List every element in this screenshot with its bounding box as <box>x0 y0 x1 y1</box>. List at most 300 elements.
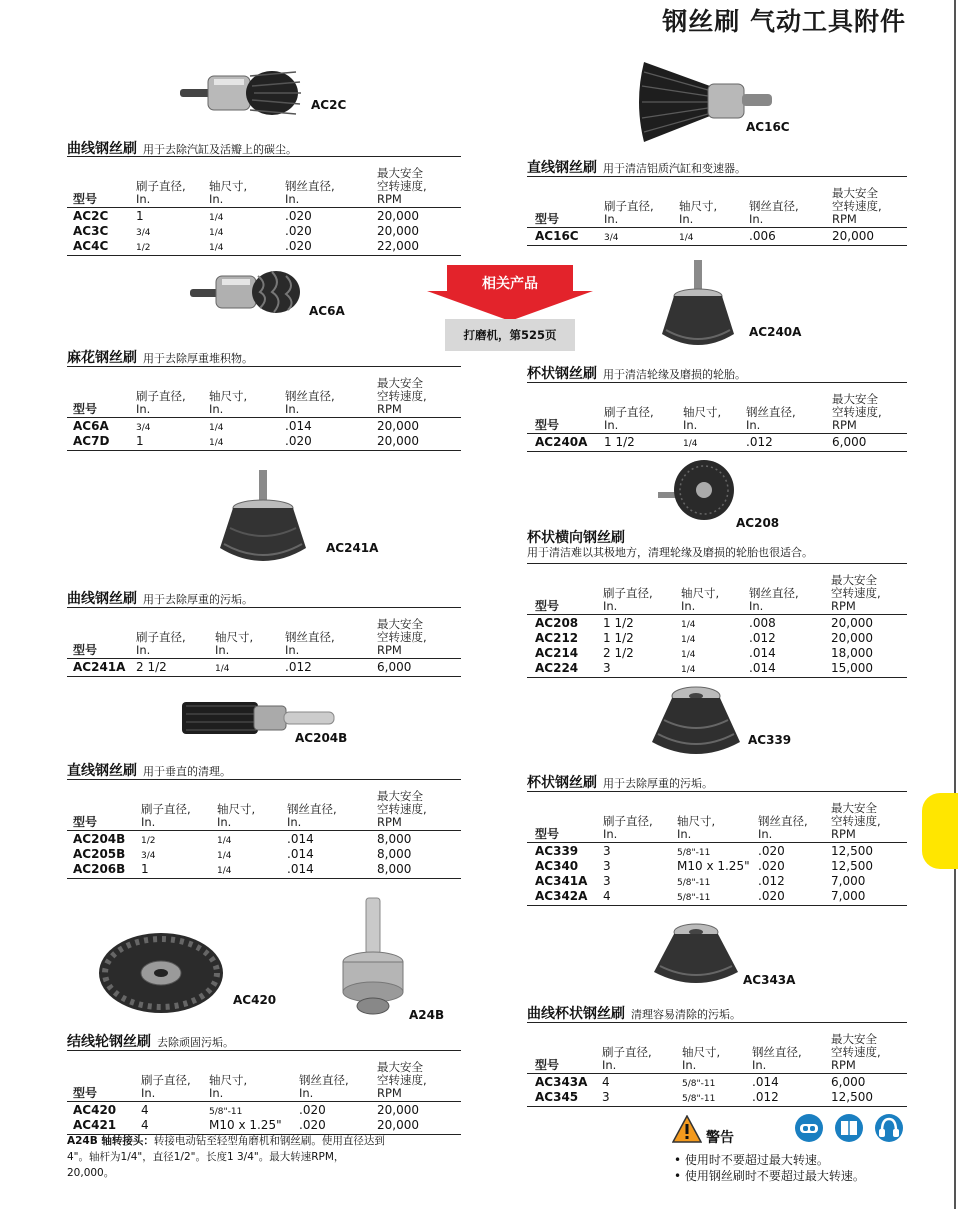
header-rpm <box>377 167 427 206</box>
brush-dia-cell: 3 <box>603 844 611 858</box>
header-wire-dia-line: In. <box>285 192 300 206</box>
header-wire-dia-line: In. <box>285 402 300 416</box>
table-row <box>527 874 907 889</box>
header-model-line: 型号 <box>73 192 98 206</box>
header-wire-dia-line: In. <box>749 212 764 226</box>
header-brush-dia-line: 刷子直径, <box>136 179 186 193</box>
header-rpm-line: RPM <box>831 599 856 613</box>
s3-desc: 用于去除厚重的污垢。 <box>143 593 253 606</box>
rpm-cell: 6,000 <box>831 1075 866 1089</box>
shaft-cell: M10 x 1.25" <box>209 1118 282 1132</box>
header-brush-dia-line: In. <box>136 192 151 206</box>
model-cell: AC212 <box>535 631 579 645</box>
header-brush-dia <box>136 631 186 657</box>
warning-label: 警告 <box>706 1130 734 1146</box>
note-bold: A24B 轴转接头： <box>67 1135 154 1147</box>
a24b-label: A24B <box>409 1008 445 1022</box>
header-model <box>535 1059 559 1072</box>
rpm-cell: 8,000 <box>377 847 412 861</box>
header-brush-dia <box>136 180 186 206</box>
wire-dia-cell: .014 <box>749 646 776 660</box>
rpm-cell: 7,000 <box>831 874 866 888</box>
header-wire-dia-line: In. <box>749 599 764 613</box>
header-brush-dia-line: 刷子直径, <box>603 814 653 828</box>
header-shaft-line: 轴尺寸, <box>215 630 254 644</box>
header-wire-dia <box>749 587 799 613</box>
brush-dia-cell: 3/4 <box>604 233 619 243</box>
header-rpm-line: RPM <box>831 1058 856 1072</box>
s4-table <box>67 779 461 879</box>
wire-dia-cell: .020 <box>285 224 312 238</box>
s5-heading <box>67 1031 234 1051</box>
brush-dia-cell: 4 <box>141 1103 149 1117</box>
ac6a-image <box>188 268 304 316</box>
header-rpm-line: RPM <box>377 643 402 657</box>
rpm-cell: 20,000 <box>831 631 873 645</box>
header-shaft <box>209 180 247 206</box>
header-rpm <box>377 1061 427 1100</box>
shaft-cell: 5/8"-11 <box>682 1079 716 1089</box>
table-row <box>67 1103 461 1118</box>
s6-table <box>527 176 907 246</box>
header-shaft <box>682 1046 720 1072</box>
rpm-cell: 18,000 <box>831 646 873 660</box>
read-manual-icon <box>834 1113 864 1143</box>
table-row <box>527 889 907 904</box>
header-rpm <box>377 790 427 829</box>
rpm-cell: 22,000 <box>377 239 419 253</box>
brush-dia-cell: 4 <box>602 1075 610 1089</box>
table-row <box>527 435 907 450</box>
header-wire-dia-line: In. <box>287 815 302 829</box>
header-shaft-line: 轴尺寸, <box>683 405 722 419</box>
model-cell: AC241A <box>73 660 126 674</box>
s6-table-header <box>527 177 907 228</box>
header-shaft <box>215 631 253 657</box>
header-brush-dia-line: 刷子直径, <box>141 1073 191 1087</box>
header-brush-dia-line: 刷子直径, <box>602 1045 652 1059</box>
table-row <box>527 646 907 661</box>
table-row <box>67 419 461 434</box>
header-wire-dia <box>285 180 335 206</box>
header-wire-dia <box>285 390 335 416</box>
table-row <box>67 660 461 675</box>
s1-heading <box>67 138 297 158</box>
header-shaft-line: In. <box>217 815 232 829</box>
s4-heading <box>67 760 231 780</box>
wire-dia-cell: .020 <box>758 859 785 873</box>
rpm-cell: 12,500 <box>831 1090 873 1104</box>
brush-dia-cell: 3 <box>602 1090 610 1104</box>
rpm-cell: 20,000 <box>377 209 419 223</box>
shaft-cell: 5/8"-11 <box>677 878 711 888</box>
header-model-line: 型号 <box>535 212 560 226</box>
header-model-line: 型号 <box>73 815 98 829</box>
wire-dia-cell: .014 <box>285 419 312 433</box>
ac339-label: AC339 <box>748 733 792 747</box>
brush-dia-cell: 1 1/2 <box>603 616 634 630</box>
s9-desc: 用于去除厚重的污垢。 <box>603 777 713 790</box>
shaft-cell: 1/4 <box>683 439 698 449</box>
model-cell: AC7D <box>73 434 110 448</box>
model-cell: AC343A <box>535 1075 588 1089</box>
shaft-cell: 1/4 <box>217 866 232 876</box>
s2-table-header <box>67 367 461 418</box>
rpm-cell: 12,500 <box>831 859 873 873</box>
model-cell: AC2C <box>73 209 109 223</box>
shaft-cell: 1/4 <box>209 228 224 238</box>
header-wire-dia-line: In. <box>758 827 773 841</box>
wire-dia-cell: .012 <box>749 631 776 645</box>
s4-table-header <box>67 780 461 831</box>
s1-title: 曲线钢丝刷 <box>67 141 137 157</box>
header-wire-dia <box>752 1046 802 1072</box>
brush-dia-cell: 4 <box>141 1118 149 1132</box>
header-shaft <box>681 587 719 613</box>
header-rpm-line: 最大安全 <box>831 573 877 587</box>
header-wire-dia-line: 钢丝直径, <box>746 405 796 419</box>
brush-dia-cell: 1 <box>141 862 149 876</box>
header-model <box>73 816 97 829</box>
related-products-link[interactable] <box>445 319 575 351</box>
s9-table <box>527 791 907 906</box>
table-row <box>527 661 907 676</box>
s10-table <box>527 1022 907 1107</box>
shaft-cell: M10 x 1.25" <box>677 859 750 873</box>
header-shaft <box>677 815 715 841</box>
model-cell: AC3C <box>73 224 109 238</box>
wire-dia-cell: .014 <box>287 832 314 846</box>
shaft-cell: 1/4 <box>217 851 232 861</box>
ac2c-label: AC2C <box>311 98 347 112</box>
header-rpm-line: 最大安全 <box>377 1060 423 1074</box>
table-row <box>527 1075 907 1090</box>
s5-desc: 去除顽固污垢。 <box>157 1036 234 1049</box>
model-cell: AC205B <box>73 847 126 861</box>
header-brush-dia-line: 刷子直径, <box>136 630 186 644</box>
header-rpm-line: RPM <box>377 192 402 206</box>
a24b-image <box>336 896 410 1024</box>
header-model <box>535 600 559 613</box>
header-shaft-line: In. <box>677 827 692 841</box>
wire-dia-cell: .020 <box>285 209 312 223</box>
header-wire-dia <box>746 406 796 432</box>
shaft-cell: 5/8"-11 <box>677 848 711 858</box>
section-tab[interactable] <box>922 793 958 869</box>
s3-table <box>67 607 461 677</box>
ac241a-image <box>210 468 316 576</box>
header-rpm-line: 空转速度, <box>377 630 427 644</box>
header-brush-dia-line: In. <box>141 1086 156 1100</box>
header-wire-dia-line: 钢丝直径, <box>749 199 799 213</box>
shaft-cell: 1/4 <box>681 650 696 660</box>
rpm-cell: 7,000 <box>831 889 866 903</box>
rpm-cell: 6,000 <box>377 660 412 674</box>
header-wire-dia <box>285 631 335 657</box>
header-shaft-line: 轴尺寸, <box>682 1045 721 1059</box>
header-model <box>535 419 559 432</box>
header-rpm-line: 空转速度, <box>831 1045 881 1059</box>
brush-dia-cell: 2 1/2 <box>136 660 167 674</box>
header-model <box>73 1087 97 1100</box>
shaft-cell: 1/4 <box>209 213 224 223</box>
table-row <box>67 862 461 877</box>
s6-heading <box>527 157 746 177</box>
header-brush-dia-line: In. <box>141 815 156 829</box>
brush-dia-cell: 1 <box>136 434 144 448</box>
header-shaft-line: 轴尺寸, <box>677 814 716 828</box>
rpm-cell: 12,500 <box>831 844 873 858</box>
rpm-cell: 20,000 <box>377 1103 419 1117</box>
ac208-label: AC208 <box>736 516 780 530</box>
model-cell: AC224 <box>535 661 579 675</box>
header-brush-dia-line: In. <box>136 643 151 657</box>
header-shaft <box>209 390 247 416</box>
header-rpm-line: RPM <box>832 418 857 432</box>
header-shaft-line: In. <box>209 192 224 206</box>
header-model-line: 型号 <box>73 402 98 416</box>
header-wire-dia-line: In. <box>746 418 761 432</box>
header-brush-dia <box>602 1046 652 1072</box>
s7-heading <box>527 363 746 383</box>
s3-title: 曲线钢丝刷 <box>67 591 137 607</box>
header-brush-dia-line: 刷子直径, <box>604 199 654 213</box>
warning-item-2: • 使用钢丝刷时不要超过最大转速。 <box>674 1169 865 1183</box>
model-cell: AC341A <box>535 874 588 888</box>
header-model-line: 型号 <box>535 1058 560 1072</box>
header-wire-dia-line: 钢丝直径, <box>285 179 335 193</box>
ac241a-label: AC241A <box>326 541 379 555</box>
header-rpm-line: 最大安全 <box>831 801 877 815</box>
header-brush-dia <box>604 200 654 226</box>
ac343a-label: AC343A <box>743 973 796 987</box>
s5-title: 结线轮钢丝刷 <box>67 1034 151 1050</box>
header-model-line: 型号 <box>73 643 98 657</box>
header-rpm-line: RPM <box>377 1086 402 1100</box>
related-products-banner[interactable] <box>425 265 595 351</box>
header-brush-dia-line: In. <box>603 599 618 613</box>
table-row <box>527 1090 907 1105</box>
rpm-cell: 20,000 <box>377 419 419 433</box>
header-shaft-line: In. <box>682 1058 697 1072</box>
rpm-cell: 15,000 <box>831 661 873 675</box>
header-shaft-line: In. <box>209 1086 224 1100</box>
model-cell: AC339 <box>535 844 579 858</box>
page-title: 钢丝刷 气动工具附件 <box>662 7 906 36</box>
header-rpm <box>832 187 882 226</box>
header-rpm-line: RPM <box>377 815 402 829</box>
header-brush-dia <box>141 1074 191 1100</box>
brush-dia-cell: 1/2 <box>136 243 151 253</box>
rpm-cell: 8,000 <box>377 832 412 846</box>
header-rpm-line: 最大安全 <box>831 1032 877 1046</box>
note-text: 转接电动钻至轻型角磨机和钢丝刷。使用直径达到4"。轴杆为1/4"，直径1/2"。长度1 3/4"。最大转速RPM，20,000。 <box>67 1135 385 1179</box>
header-rpm-line: 空转速度, <box>831 586 881 600</box>
model-cell: AC4C <box>73 239 109 253</box>
s5-table <box>67 1050 461 1135</box>
s8-table <box>527 563 907 678</box>
ac16c-label: AC16C <box>746 120 790 134</box>
header-rpm-line: 空转速度, <box>377 1073 427 1087</box>
header-brush-dia-line: 刷子直径, <box>141 802 191 816</box>
header-wire-dia-line: 钢丝直径, <box>758 814 808 828</box>
rpm-cell: 20,000 <box>377 1118 419 1132</box>
s8-title: 杯状横向钢丝刷 <box>527 530 625 546</box>
warning-triangle-icon <box>672 1115 702 1143</box>
header-rpm-line: 空转速度, <box>832 199 882 213</box>
s10-table-header <box>527 1023 907 1074</box>
rpm-cell: 20,000 <box>377 224 419 238</box>
brush-dia-cell: 1/2 <box>141 836 156 846</box>
header-model <box>73 403 97 416</box>
header-wire-dia-line: In. <box>752 1058 767 1072</box>
header-shaft-line: In. <box>209 402 224 416</box>
s6-title: 直线钢丝刷 <box>527 160 597 176</box>
s6-desc: 用于清洁铝质汽缸和变速器。 <box>603 162 746 175</box>
ac204b-label: AC204B <box>295 731 348 745</box>
brush-dia-cell: 3 <box>603 661 611 675</box>
ac240a-label: AC240A <box>749 325 802 339</box>
header-rpm <box>831 802 881 841</box>
table-row <box>527 631 907 646</box>
shaft-cell: 5/8"-11 <box>677 893 711 903</box>
header-rpm <box>377 618 427 657</box>
table-row <box>527 859 907 874</box>
header-shaft-line: 轴尺寸, <box>217 802 256 816</box>
brush-dia-cell: 3/4 <box>136 228 151 238</box>
s2-heading <box>67 347 253 367</box>
rpm-cell: 20,000 <box>377 434 419 448</box>
brush-dia-cell: 3/4 <box>141 851 156 861</box>
brush-dia-cell: 2 1/2 <box>603 646 634 660</box>
table-row <box>527 229 907 244</box>
wire-dia-cell: .012 <box>758 874 785 888</box>
header-shaft-line: 轴尺寸, <box>209 389 248 403</box>
header-brush-dia-line: In. <box>602 1058 617 1072</box>
header-shaft <box>209 1074 247 1100</box>
header-brush-dia <box>604 406 654 432</box>
table-row <box>67 239 461 254</box>
table-row <box>67 224 461 239</box>
model-cell: AC340 <box>535 859 579 873</box>
wire-dia-cell: .014 <box>749 661 776 675</box>
brush-dia-cell: 1 1/2 <box>604 435 635 449</box>
header-rpm-line: 空转速度, <box>377 389 427 403</box>
wire-dia-cell: .020 <box>758 844 785 858</box>
model-cell: AC214 <box>535 646 579 660</box>
table-row <box>67 434 461 449</box>
s1-desc: 用于去除汽缸及活瓣上的碳尘。 <box>143 143 297 156</box>
header-brush-dia-line: 刷子直径, <box>604 405 654 419</box>
a24b-note <box>67 1133 387 1181</box>
header-wire-dia-line: 钢丝直径, <box>285 389 335 403</box>
model-cell: AC208 <box>535 616 579 630</box>
header-rpm-line: 最大安全 <box>377 789 423 803</box>
shaft-cell: 1/4 <box>209 438 224 448</box>
header-model-line: 型号 <box>535 827 560 841</box>
header-brush-dia-line: In. <box>604 212 619 226</box>
s10-heading <box>527 1003 741 1023</box>
shaft-cell: 1/4 <box>217 836 232 846</box>
header-wire-dia-line: 钢丝直径, <box>749 586 799 600</box>
header-brush-dia <box>136 390 186 416</box>
s7-title: 杯状钢丝刷 <box>527 366 597 382</box>
header-brush-dia <box>603 815 653 841</box>
wire-dia-cell: .014 <box>287 847 314 861</box>
header-model <box>73 193 97 206</box>
related-products-title: 相关产品 <box>482 276 538 292</box>
header-rpm-line: RPM <box>832 212 857 226</box>
ac240a-image <box>656 258 740 358</box>
wire-dia-cell: .020 <box>758 889 785 903</box>
header-brush-dia-line: In. <box>136 402 151 416</box>
header-shaft-line: 轴尺寸, <box>679 199 718 213</box>
header-brush-dia-line: In. <box>604 418 619 432</box>
header-wire-dia <box>299 1074 349 1100</box>
shaft-cell: 1/4 <box>209 243 224 253</box>
header-model <box>535 213 559 226</box>
header-shaft-line: In. <box>215 643 230 657</box>
model-cell: AC240A <box>535 435 588 449</box>
header-rpm-line: 最大安全 <box>377 166 423 180</box>
s9-heading <box>527 772 713 792</box>
warning-item-1: • 使用时不要超过最大转速。 <box>674 1153 829 1167</box>
s4-title: 直线钢丝刷 <box>67 763 137 779</box>
table-row <box>67 1118 461 1133</box>
s7-table-header <box>527 383 907 434</box>
wire-dia-cell: .008 <box>749 616 776 630</box>
model-cell: AC420 <box>73 1103 117 1117</box>
header-brush-dia-line: In. <box>603 827 618 841</box>
model-cell: AC206B <box>73 862 126 876</box>
ac16c-image <box>638 56 774 148</box>
brush-dia-cell: 1 1/2 <box>603 631 634 645</box>
ac208-image <box>658 458 738 522</box>
rpm-cell: 20,000 <box>832 229 874 243</box>
warning-block <box>672 1113 932 1193</box>
s5-table-header <box>67 1051 461 1102</box>
header-rpm <box>831 574 881 613</box>
page-edge-rule <box>954 0 956 1209</box>
header-model <box>73 644 97 657</box>
ear-protection-icon <box>874 1113 904 1143</box>
table-row <box>67 832 461 847</box>
model-cell: AC16C <box>535 229 579 243</box>
wire-dia-cell: .020 <box>299 1103 326 1117</box>
model-cell: AC342A <box>535 889 588 903</box>
ac2c-image <box>178 66 302 118</box>
s2-title: 麻花钢丝刷 <box>67 350 137 366</box>
s8-table-header <box>527 564 907 615</box>
model-cell: AC421 <box>73 1118 117 1132</box>
header-rpm-line: 最大安全 <box>832 186 878 200</box>
shaft-cell: 1/4 <box>681 620 696 630</box>
header-shaft-line: In. <box>679 212 694 226</box>
wire-dia-cell: .014 <box>752 1075 779 1089</box>
header-shaft-line: 轴尺寸, <box>209 1073 248 1087</box>
header-rpm-line: 空转速度, <box>377 802 427 816</box>
wire-dia-cell: .012 <box>746 435 773 449</box>
header-shaft-line: 轴尺寸, <box>209 179 248 193</box>
wire-dia-cell: .006 <box>749 229 776 243</box>
s1-table <box>67 156 461 256</box>
ac339-image <box>648 684 744 760</box>
header-rpm-line: 空转速度, <box>831 814 881 828</box>
s10-desc: 清理容易清除的污垢。 <box>631 1008 741 1021</box>
header-model-line: 型号 <box>535 418 560 432</box>
brush-dia-cell: 3 <box>603 859 611 873</box>
rpm-cell: 8,000 <box>377 862 412 876</box>
